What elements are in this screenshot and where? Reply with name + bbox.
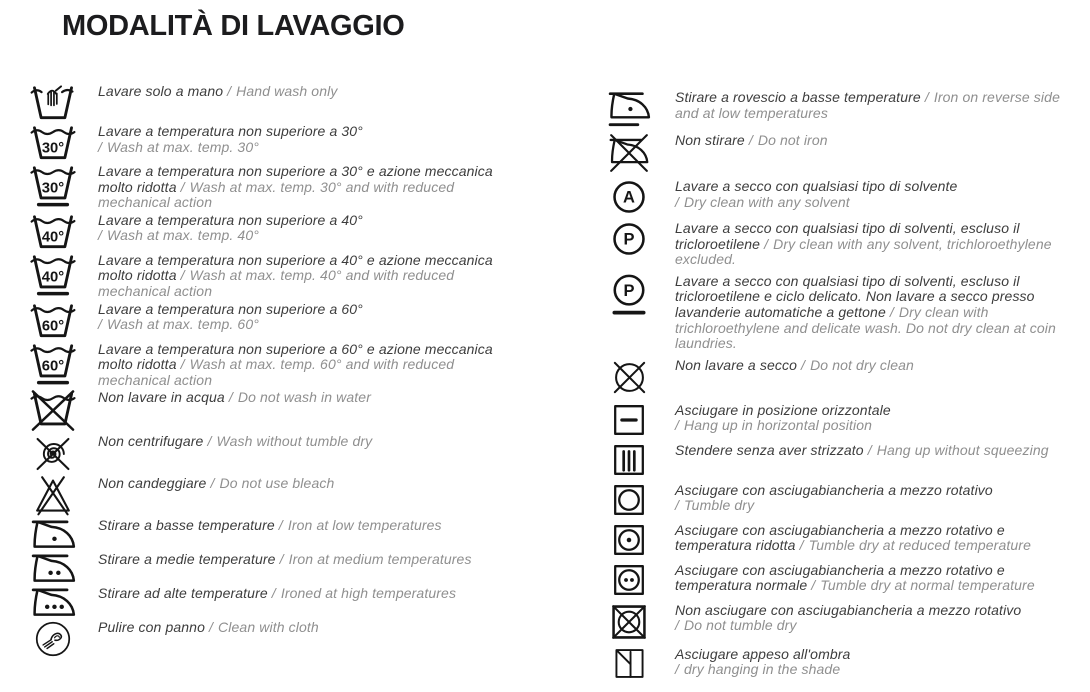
- care-text-separator: /: [228, 389, 233, 406]
- svg-text:P: P: [623, 230, 635, 249]
- care-row: [607, 523, 1077, 557]
- svg-text:40°: 40°: [41, 269, 65, 286]
- care-row: [30, 586, 508, 618]
- care-text-english: Wash at max. temp. 40°: [107, 227, 259, 244]
- care-row: [607, 221, 1077, 268]
- svg-text:A: A: [623, 188, 635, 207]
- iron-low-icon: [30, 518, 76, 549]
- care-text-english: Tumble dry at normal temperature: [820, 577, 1035, 594]
- care-description: [675, 133, 1077, 149]
- care-text-separator: /: [867, 441, 872, 458]
- care-description: [98, 476, 508, 492]
- care-text-english: Hand wash only: [236, 83, 338, 99]
- care-description: [675, 647, 1077, 678]
- care-text-separator: /: [675, 193, 680, 210]
- care-text-separator: /: [98, 138, 103, 155]
- care-text-italian: Non candeggiare: [98, 475, 207, 492]
- care-text-separator: /: [675, 617, 680, 634]
- care-text-separator: /: [675, 497, 680, 514]
- care-text-english: Ironed at high temperatures: [280, 585, 457, 602]
- care-text-english: Do not dry clean: [810, 356, 914, 373]
- care-row: [30, 253, 508, 300]
- care-description: [98, 518, 508, 534]
- care-text-english: Do not iron: [757, 132, 828, 148]
- care-text-english: Wash at max. temp. 30° and with reduced mechanical action: [98, 178, 455, 211]
- care-row: [607, 133, 1077, 173]
- care-text-italian: Asciugare con asciugabiancheria a mezzo rotativo: [675, 481, 993, 498]
- no-bleach-icon: [30, 476, 76, 516]
- care-column-left: [30, 84, 508, 658]
- page-title: MODALITÀ DI LAVAGGIO: [62, 10, 405, 42]
- care-text-separator: /: [748, 132, 753, 148]
- dry-shade-icon: [607, 647, 651, 680]
- no-iron-icon: [607, 133, 651, 173]
- care-text-italian: Lavare a secco con qualsiasi tipo di solventi, escluso il tricloroetilene e ciclo delicato. Non lavare a secco presso lavanderie automatiche a gettone: [675, 272, 1035, 320]
- care-text-separator: /: [209, 619, 214, 636]
- care-text-english: Tumble dry at reduced temperature: [808, 537, 1031, 554]
- care-text-english: Wash at max. temp. 30°: [107, 138, 259, 155]
- care-text-italian: Lavare a temperatura non superiore a 30°: [98, 123, 363, 139]
- care-text-english: Wash at max. temp. 60°: [107, 316, 259, 333]
- care-text-separator: /: [271, 585, 276, 602]
- care-text-italian: Non lavare in acqua: [98, 389, 225, 406]
- care-description: [675, 90, 1077, 121]
- care-text-italian: Lavare solo a mano: [98, 83, 224, 99]
- no-dryclean-icon: [607, 358, 651, 397]
- care-text-separator: /: [889, 303, 894, 320]
- care-text-separator: /: [811, 577, 816, 594]
- no-wash-icon: [30, 390, 76, 432]
- care-description: [98, 213, 508, 244]
- care-text-separator: /: [675, 661, 680, 678]
- care-description: [675, 403, 1077, 434]
- care-text-english: Do not use bleach: [219, 475, 335, 492]
- wash-40-reduced-icon: [30, 253, 76, 297]
- care-text-italian: Asciugare appeso all'ombra: [675, 645, 851, 662]
- care-text-italian: Lavare a secco con qualsiasi tipo di solvente: [675, 178, 958, 194]
- care-row: [30, 390, 508, 432]
- iron-medium-icon: [30, 552, 76, 583]
- svg-text:P: P: [623, 281, 635, 300]
- care-text-italian: Lavare a temperatura non superiore a 40° e azione meccanica molto ridotta: [98, 251, 493, 284]
- care-text-italian: Non asciugare con asciugabiancheria a mezzo rotativo: [675, 601, 1022, 618]
- care-row: [30, 302, 508, 340]
- care-column-right: [607, 90, 1077, 680]
- care-row: [607, 403, 1077, 437]
- iron-high-icon: [30, 586, 76, 617]
- iron-reverse-icon: [607, 90, 651, 127]
- svg-text:40°: 40°: [41, 229, 65, 246]
- care-description: [98, 390, 508, 406]
- care-description: [98, 552, 508, 568]
- care-text-english: dry hanging in the shade: [684, 661, 841, 678]
- care-text-separator: /: [279, 551, 284, 568]
- care-row: [30, 552, 508, 584]
- care-row: [607, 179, 1077, 215]
- care-description: [98, 302, 508, 333]
- care-text-italian: Asciugare in posizione orizzontale: [675, 401, 891, 418]
- care-text-italian: Pulire con panno: [98, 619, 205, 636]
- care-description: [98, 434, 508, 450]
- care-text-english: Hang up without squeezing: [876, 441, 1049, 458]
- care-row: [30, 84, 508, 122]
- care-text-italian: Lavare a temperatura non superiore a 30° e azione meccanica molto ridotta: [98, 163, 493, 195]
- care-text-separator: /: [207, 433, 212, 450]
- care-row: [30, 124, 508, 162]
- care-description: [675, 179, 1077, 210]
- wash-30-reduced-icon: [30, 164, 76, 208]
- care-text-english: Do not tumble dry: [684, 617, 797, 634]
- care-row: [30, 620, 508, 658]
- care-row: [30, 213, 508, 251]
- care-text-italian: Lavare a temperatura non superiore a 60° e azione meccanica molto ridotta: [98, 340, 493, 373]
- care-row: [607, 90, 1077, 127]
- care-text-italian: Non stirare: [675, 132, 745, 148]
- care-text-english: Dry clean with any solvent, trichloroethylene excluded.: [675, 235, 1052, 268]
- svg-text:30°: 30°: [41, 140, 65, 157]
- care-text-italian: Stirare ad alte temperature: [98, 585, 268, 602]
- care-text-separator: /: [764, 235, 769, 252]
- care-text-italian: Lavare a secco con qualsiasi tipo di solventi, escluso il tricloroetilene: [675, 220, 1020, 252]
- care-text-english: Wash without tumble dry: [216, 433, 373, 450]
- care-row: [607, 358, 1077, 397]
- care-description: [675, 603, 1077, 634]
- care-text-separator: /: [675, 417, 680, 434]
- no-tumble-dry-icon: [607, 603, 651, 641]
- care-row: [30, 164, 508, 211]
- hand-wash-icon: [30, 84, 76, 122]
- care-row: [30, 434, 508, 474]
- care-text-english: Iron on reverse side and at low temperatures: [675, 89, 1060, 121]
- care-text-italian: Stirare a rovescio a basse temperature: [675, 89, 921, 105]
- care-text-italian: Stirare a basse temperature: [98, 517, 275, 534]
- care-text-separator: /: [278, 517, 283, 534]
- care-row: [607, 443, 1077, 477]
- care-description: [675, 523, 1077, 554]
- care-description: [675, 563, 1077, 594]
- care-description: [675, 483, 1077, 514]
- care-description: [98, 620, 508, 636]
- svg-text:60°: 60°: [41, 318, 65, 335]
- dryclean-p-delicate-icon: [607, 274, 651, 316]
- care-description: [675, 221, 1077, 268]
- care-text-separator: /: [799, 537, 804, 554]
- care-text-italian: Lavare a temperatura non superiore a 40°: [98, 211, 363, 228]
- tumble-dry-normal-icon: [607, 563, 651, 597]
- dryclean-any-solvent-icon: [607, 179, 651, 215]
- care-description: [98, 342, 508, 389]
- care-text-separator: /: [98, 227, 103, 244]
- wash-40-icon: [30, 213, 76, 251]
- care-row: [607, 563, 1077, 597]
- dryclean-p-icon: [607, 221, 651, 257]
- care-description: [675, 443, 1077, 459]
- care-row: [607, 603, 1077, 641]
- care-text-italian: Stendere senza aver strizzato: [675, 441, 864, 458]
- care-row: [607, 647, 1077, 680]
- wash-60-reduced-icon: [30, 342, 76, 386]
- care-text-italian: Non lavare a secco: [675, 356, 798, 373]
- care-description: [98, 84, 508, 100]
- care-text-separator: /: [924, 89, 929, 105]
- svg-text:30°: 30°: [41, 180, 65, 197]
- care-text-english: Tumble dry: [684, 497, 755, 514]
- care-text-italian: Asciugare con asciugabiancheria a mezzo rotativo e temperatura normale: [675, 561, 1005, 594]
- dry-flat-icon: [607, 403, 651, 437]
- care-text-english: Do not wash in water: [237, 389, 371, 406]
- care-text-separator: /: [180, 267, 185, 284]
- drip-dry-icon: [607, 443, 651, 477]
- care-text-separator: /: [98, 316, 103, 333]
- care-text-english: Wash at max. temp. 40° and with reduced mechanical action: [98, 267, 455, 299]
- care-text-separator: /: [180, 356, 185, 373]
- svg-text:60°: 60°: [41, 358, 65, 375]
- care-description: [675, 358, 1077, 374]
- tumble-dry-low-icon: [607, 523, 651, 557]
- care-text-italian: Stirare a medie temperature: [98, 551, 276, 568]
- care-text-italian: Non centrifugare: [98, 433, 204, 450]
- care-text-italian: Lavare a temperatura non superiore a 60°: [98, 300, 363, 317]
- care-text-english: Dry clean with trichloroethylene and delicate wash. Do not dry clean at coin laundries.: [675, 303, 1056, 352]
- clean-cloth-icon: [30, 620, 76, 658]
- care-text-separator: /: [180, 178, 185, 195]
- care-text-separator: /: [227, 83, 232, 99]
- wash-60-icon: [30, 302, 76, 340]
- care-text-separator: /: [801, 356, 806, 373]
- care-text-separator: /: [210, 475, 215, 492]
- care-description: [675, 274, 1077, 352]
- care-text-english: Hang up in horizontal position: [684, 417, 873, 434]
- care-text-english: Iron at low temperatures: [287, 517, 442, 534]
- care-text-english: Dry clean with any solvent: [684, 193, 850, 210]
- care-description: [98, 124, 508, 155]
- care-description: [98, 586, 508, 602]
- care-description: [98, 164, 508, 211]
- wash-30-icon: [30, 124, 76, 162]
- care-description: [98, 253, 508, 300]
- care-text-italian: Asciugare con asciugabiancheria a mezzo rotativo e temperatura ridotta: [675, 521, 1005, 554]
- care-row: [30, 518, 508, 550]
- care-row: [607, 483, 1077, 517]
- care-row: [30, 476, 508, 516]
- care-row: [607, 274, 1077, 352]
- care-row: [30, 342, 508, 389]
- care-text-english: Wash at max. temp. 60° and with reduced mechanical action: [98, 356, 455, 388]
- no-spin-icon: [30, 434, 76, 474]
- care-text-english: Iron at medium temperatures: [288, 551, 472, 568]
- tumble-dry-icon: [607, 483, 651, 517]
- care-text-english: Clean with cloth: [218, 619, 319, 636]
